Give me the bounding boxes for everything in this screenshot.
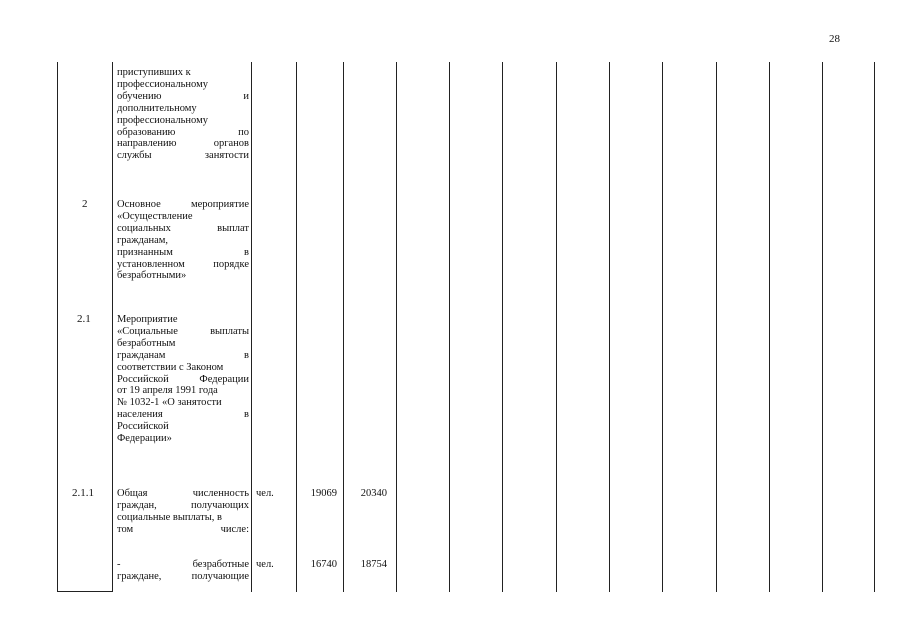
description-line: гражданам в [117,349,249,361]
row-number: 2 [82,198,88,210]
description-line: признанным в [117,246,249,258]
row-unit: чел. [256,488,274,499]
column-divider [716,62,717,592]
description-line: социальные выплаты, в [117,511,222,523]
row-unit: чел. [256,559,274,570]
description-line: направлению органов [117,138,249,150]
column-divider [343,62,344,592]
description-line: населения в [117,409,249,421]
description-line: гражданам, [117,234,169,246]
column-divider [822,62,823,592]
column-divider [502,62,503,592]
description-line: дополнительному [117,102,197,114]
row-value-2: 20340 [360,488,387,499]
description-line: профессиональному [117,114,208,126]
description-line: том числе: [117,523,249,535]
row-description [117,488,249,536]
description-line: Общая численность [117,488,249,499]
column-divider [609,62,610,592]
row-number: 2.1.1 [72,487,94,499]
column-divider [251,62,252,592]
description-line: граждане, получающие [117,570,249,582]
description-line: граждан, получающих [117,499,249,511]
column-divider [556,62,557,592]
row-value-1: 19069 [310,488,337,499]
column-divider [769,62,770,592]
column-divider [449,62,450,592]
row-description [117,199,249,282]
column-divider [112,62,113,592]
description-line: Федерации» [117,433,172,445]
description-line: № 1032-1 «О занятости [117,397,222,409]
description-line: Российской [117,421,169,433]
description-line: профессиональному [117,78,208,90]
table-bottom-border [57,591,113,592]
row-description [117,314,249,445]
table-border-left [57,62,58,592]
description-line: безработным [117,337,176,349]
description-line: соответствии с Законом [117,361,224,373]
description-line: «Социальные выплаты [117,325,249,337]
row-description [117,67,249,162]
description-line: от 19 апреля 1991 года [117,385,218,397]
description-line: службы занятости [117,150,249,162]
description-line: приступивших к [117,67,191,78]
row-value-2: 18754 [360,559,387,570]
table-border-right [874,62,875,592]
column-divider [296,62,297,592]
column-divider [396,62,397,592]
description-line: установленном порядке [117,258,249,270]
page-number: 28 [829,33,840,45]
description-line: «Осуществление [117,210,193,222]
description-line: Основное мероприятие [117,199,249,210]
row-description [117,559,249,583]
description-line: Мероприятие [117,314,178,325]
description-line: Российской Федерации [117,373,249,385]
description-line: образованию по [117,126,249,138]
description-line: - безработные [117,559,249,570]
description-line: социальных выплат [117,222,249,234]
column-divider [662,62,663,592]
row-value-1: 16740 [310,559,337,570]
description-line: обучению и [117,90,249,102]
row-number: 2.1 [77,313,91,325]
description-line: безработными» [117,270,187,282]
